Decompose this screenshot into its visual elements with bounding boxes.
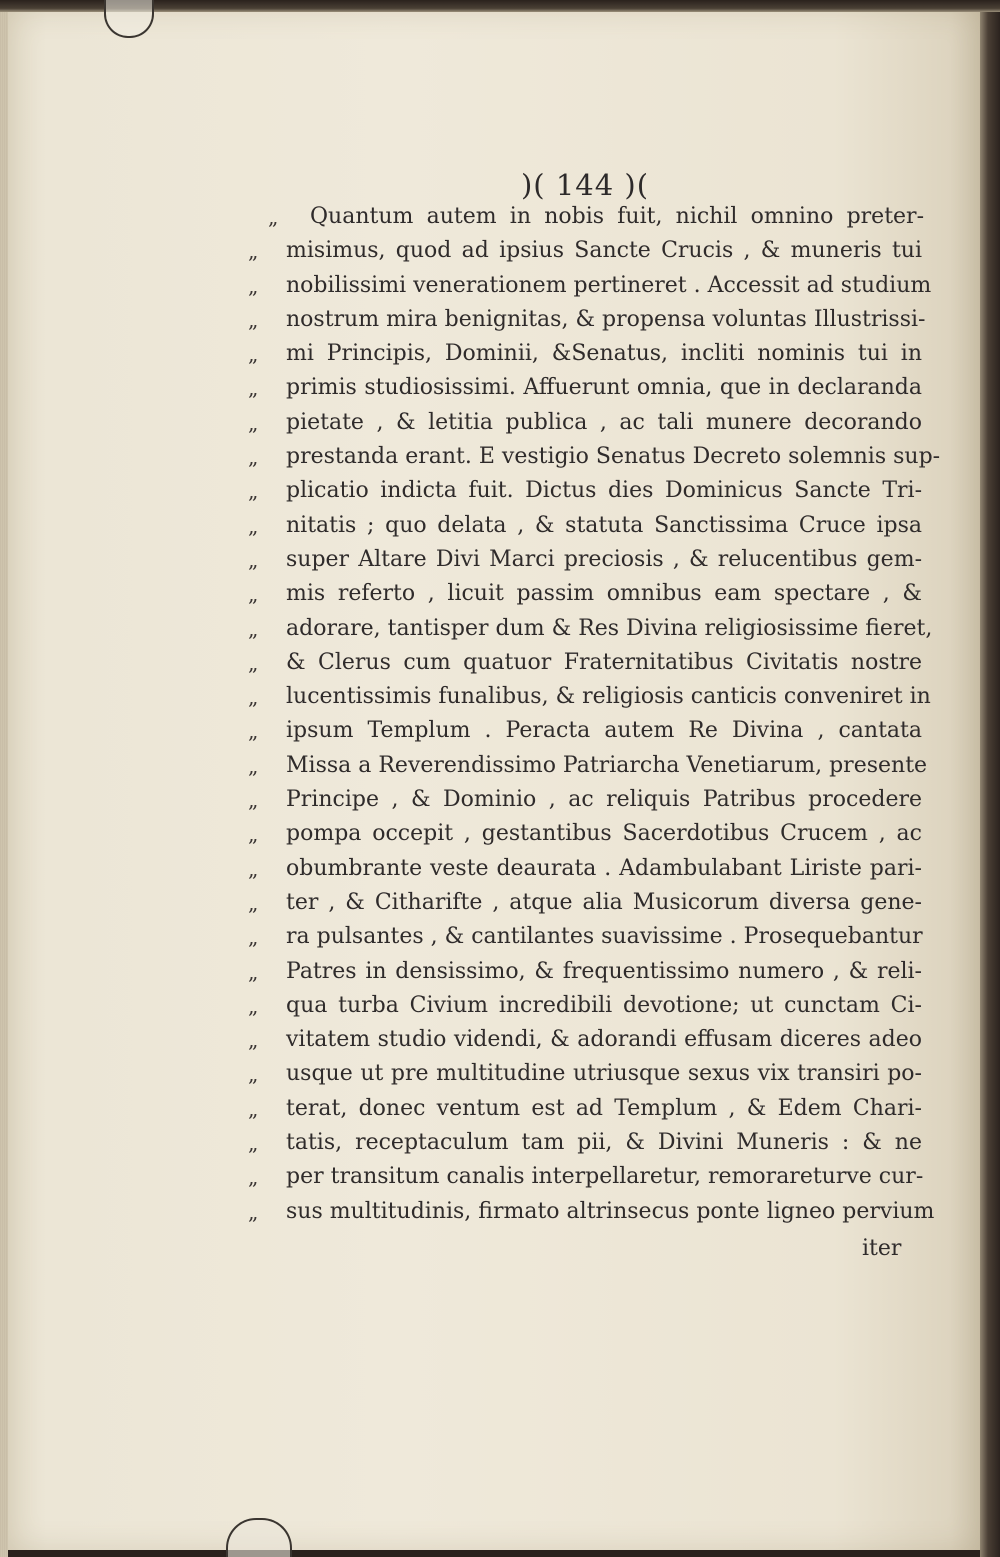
text-line: [248, 612, 933, 646]
text-line: [248, 1057, 928, 1091]
line-text: prestanda erant. E vestigio Senatus Decreto solemnis sup-: [286, 444, 941, 470]
text-line: [248, 440, 941, 474]
line-text: & Clerus cum quatuor Fraternitatibus Civitatis nostre: [286, 649, 922, 675]
text-line: [248, 577, 928, 611]
line-text: Missa a Reverendissimo Patriarcha Venetiarum, presente: [286, 752, 928, 778]
quotation-mark: „: [248, 513, 259, 538]
line-text: qua turba Civium incredibili devotione; ut cunctam Ci-: [286, 992, 922, 1018]
line-text: usque ut pre multitudine utriusque sexus vix transiri po-: [286, 1061, 922, 1087]
quotation-mark: „: [248, 959, 259, 984]
quotation-mark: „: [248, 753, 259, 778]
line-text: primis studiosissimi. Affuerunt omnia, que in declaranda: [286, 375, 922, 401]
line-text: nostrum mira benignitas, & propensa voluntas Illustrissi-: [286, 306, 926, 332]
quotation-mark: „: [268, 205, 279, 229]
text-line: [248, 955, 928, 989]
text-line: [248, 1126, 928, 1160]
quotation-mark: „: [248, 719, 259, 744]
quotation-mark: „: [248, 925, 259, 950]
quotation-mark: „: [248, 307, 259, 332]
line-text: terat, donec ventum est ad Templum , & Edem Chari-: [286, 1095, 922, 1121]
quotation-mark: „: [248, 616, 259, 641]
text-line: [248, 714, 928, 748]
text-line: [248, 783, 928, 817]
quotation-mark: „: [248, 1131, 259, 1156]
binding-shadow: [980, 0, 1000, 1557]
quotation-mark: „: [248, 342, 259, 367]
text-line: [248, 509, 928, 543]
text-line: [248, 1023, 928, 1057]
text-line: [248, 920, 928, 954]
quotation-mark: „: [248, 890, 259, 915]
line-text: mi Principis, Dominii, &Senatus, incliti nominis tui in: [286, 341, 922, 367]
quotation-mark: „: [248, 479, 259, 504]
line-text: lucentissimis funalibus, & religiosis canticis conveniret in: [286, 684, 931, 710]
quotation-mark: „: [248, 856, 259, 881]
text-line: [248, 337, 928, 371]
line-text: plicatio indicta fuit. Dictus dies Dominicus Sancte Tri-: [286, 478, 922, 504]
quotation-mark: „: [248, 1165, 259, 1190]
catchword: iter: [862, 1236, 902, 1261]
line-text: pietate , & letitia publica , ac tali munere decorando: [286, 409, 922, 435]
line-text: Patres in densissimo, & frequentissimo numero , & reli-: [286, 958, 922, 984]
quotation-mark: „: [248, 822, 259, 847]
line-text: per transitum canalis interpellaretur, remorareturve cur-: [286, 1164, 924, 1190]
line-text: adorare, tantisper dum & Res Divina religiosissime fieret,: [286, 615, 933, 641]
text-line: [248, 1195, 935, 1229]
quotation-mark: „: [248, 239, 259, 264]
quotation-mark: „: [248, 993, 259, 1018]
line-text: vitatem studio videndi, & adorandi effusam diceres adeo: [286, 1027, 922, 1053]
text-line: [248, 303, 928, 337]
line-text: tatis, receptaculum tam pii, & Divini Muneris : & ne: [286, 1130, 922, 1156]
quotation-mark: „: [248, 582, 259, 607]
line-text: ter , & Citharifte , atque alia Musicorum diversa gene-: [286, 889, 922, 915]
quotation-mark: „: [248, 410, 259, 435]
text-line: [248, 1092, 928, 1126]
page-number-header: )( 144 )(: [520, 168, 650, 202]
text-line: [248, 886, 928, 920]
text-line: [248, 817, 928, 851]
line-text: Principe , & Dominio , ac reliquis Patribus procedere: [286, 787, 922, 813]
line-text: mis referto , licuit passim omnibus eam spectare , &: [286, 581, 922, 607]
text-line: [248, 543, 928, 577]
line-text: obumbrante veste deaurata . Adambulabant Liriste pari-: [286, 855, 922, 881]
text-line: [248, 474, 928, 508]
quotation-mark: „: [248, 1199, 259, 1224]
quotation-mark: „: [248, 788, 259, 813]
text-line: [248, 406, 928, 440]
text-line: [248, 371, 928, 405]
quotation-mark: „: [248, 1028, 259, 1053]
text-line: [248, 852, 928, 886]
line-text: super Altare Divi Marci preciosis , & relucentibus gem-: [286, 546, 922, 572]
quotation-mark: „: [248, 376, 259, 401]
line-text: ipsum Templum . Peracta autem Re Divina , cantata: [286, 718, 922, 744]
quotation-mark: „: [248, 685, 259, 710]
text-line: [248, 200, 928, 234]
line-text: nitatis ; quo delata , & statuta Sanctissima Cruce ipsa: [286, 512, 922, 538]
line-text: pompa occepit , gestantibus Sacerdotibus Crucem , ac: [286, 821, 922, 847]
page-edge-left: [0, 0, 8, 1557]
text-line: [248, 749, 928, 783]
quotation-mark: „: [248, 1062, 259, 1087]
text-line: [248, 269, 932, 303]
text-line: [248, 646, 928, 680]
line-text: nobilissimi venerationem pertineret . Accessit ad studium: [286, 272, 932, 298]
quotation-mark: „: [248, 547, 259, 572]
text-line: [248, 989, 928, 1023]
quotation-mark: „: [248, 273, 259, 298]
quotation-mark: „: [248, 650, 259, 675]
quotation-mark: „: [248, 445, 259, 470]
line-text: misimus, quod ad ipsius Sancte Crucis , & muneris tui: [286, 238, 922, 264]
line-text: ra pulsantes , & cantilantes suavissime . Prosequebantur: [286, 924, 923, 950]
body-text: [248, 200, 941, 1229]
quotation-mark: „: [248, 1096, 259, 1121]
text-line: [248, 680, 931, 714]
text-line: [248, 234, 928, 268]
line-text: Quantum autem in nobis fuit, nichil omnino preter-: [310, 204, 924, 229]
text-line: [248, 1160, 928, 1194]
line-text: sus multitudinis, firmato altrinsecus ponte ligneo pervium: [286, 1198, 935, 1224]
